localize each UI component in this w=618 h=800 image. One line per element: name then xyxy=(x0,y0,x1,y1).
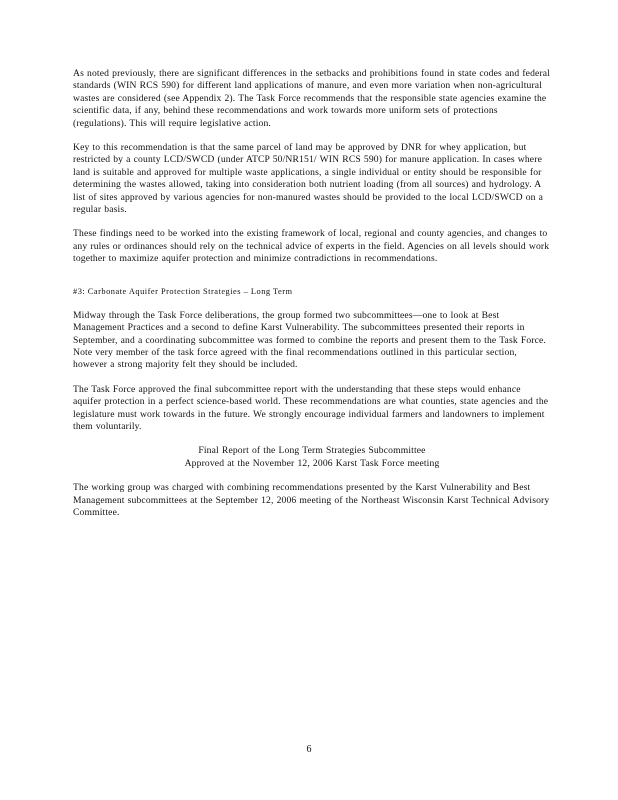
paragraph-key-recommendation: Key to this recommendation is that the same parcel of land may be approved by DNR for whey application, but restricted by a county LCD/SWCD (under ATCP 50/NR151/ WIN RCS 590) for manure application. In cases where land is suitable and approved for multiple waste applications, a single individual or entity should be responsible for determining the wastes allowed, taking into consideration both nutrient loading (from all sources) and hydrology. A list of sites approved by various agencies for non-manured wastes should be provided to the local LCD/SWCD on a regular basis. xyxy=(73,142,544,216)
report-title-line-2: Approved at the November 12, 2006 Karst Task Force meeting xyxy=(184,457,440,469)
page-content xyxy=(73,68,551,519)
paragraph-midway: Midway through the Task Force deliberations, the group formed two subcommittees—one to look at Best Management Practices and a second to define Karst Vulnerability. The subcommittees presented their reports in September, and a coordinating subcommittee was formed to combine the reports and present them to the Task Force. Note very member of the task force agreed with the final recommendations outlined in this particular section, however a strong majority felt they should be included. xyxy=(73,309,546,371)
paragraph-setbacks: As noted previously, there are significant differences in the setbacks and prohibitions found in state codes and federal standards (WIN RCS 590) for different land applications of manure, and even more variation when non-agricultural wastes are considered (see Appendix 2). The Task Force recommends that the responsible state agencies examine the scientific data, if any, behind these recommendations and work towards more uniform sets of protections (regulations). This will require legislative action. xyxy=(73,68,550,129)
report-title-line-1: Final Report of the Long Term Strategies Subcommittee xyxy=(198,445,426,457)
paragraph-approved: The Task Force approved the final subcommittee report with the understanding that these steps would enhance aquifer protection in a perfect science-based world. These recommendations are what counties, state agencies and the legislature must work towards in the future. We strongly encourage individual farmers and landowners to implement them voluntarily. xyxy=(73,383,549,432)
paragraph-findings: These findings need to be worked into the existing framework of local, regional and county agencies, and changes to any rules or ordinances should rely on the technical advice of experts in the field. Agencies on all levels should work together to maximize aquifer protection and minimize contradictions in recommendations. xyxy=(73,228,550,265)
paragraph-working-group: The working group was charged with combining recommendations presented by the Karst Vulnerability and Best Management subcommittees at the September 12, 2006 meeting of the Northeast Wisconsin Karst Technical Advisory Committee. xyxy=(73,482,550,518)
section-heading: #3: Carbonate Aquifer Protection Strategies – Long Term xyxy=(73,286,293,296)
page-number: 6 xyxy=(306,744,312,755)
